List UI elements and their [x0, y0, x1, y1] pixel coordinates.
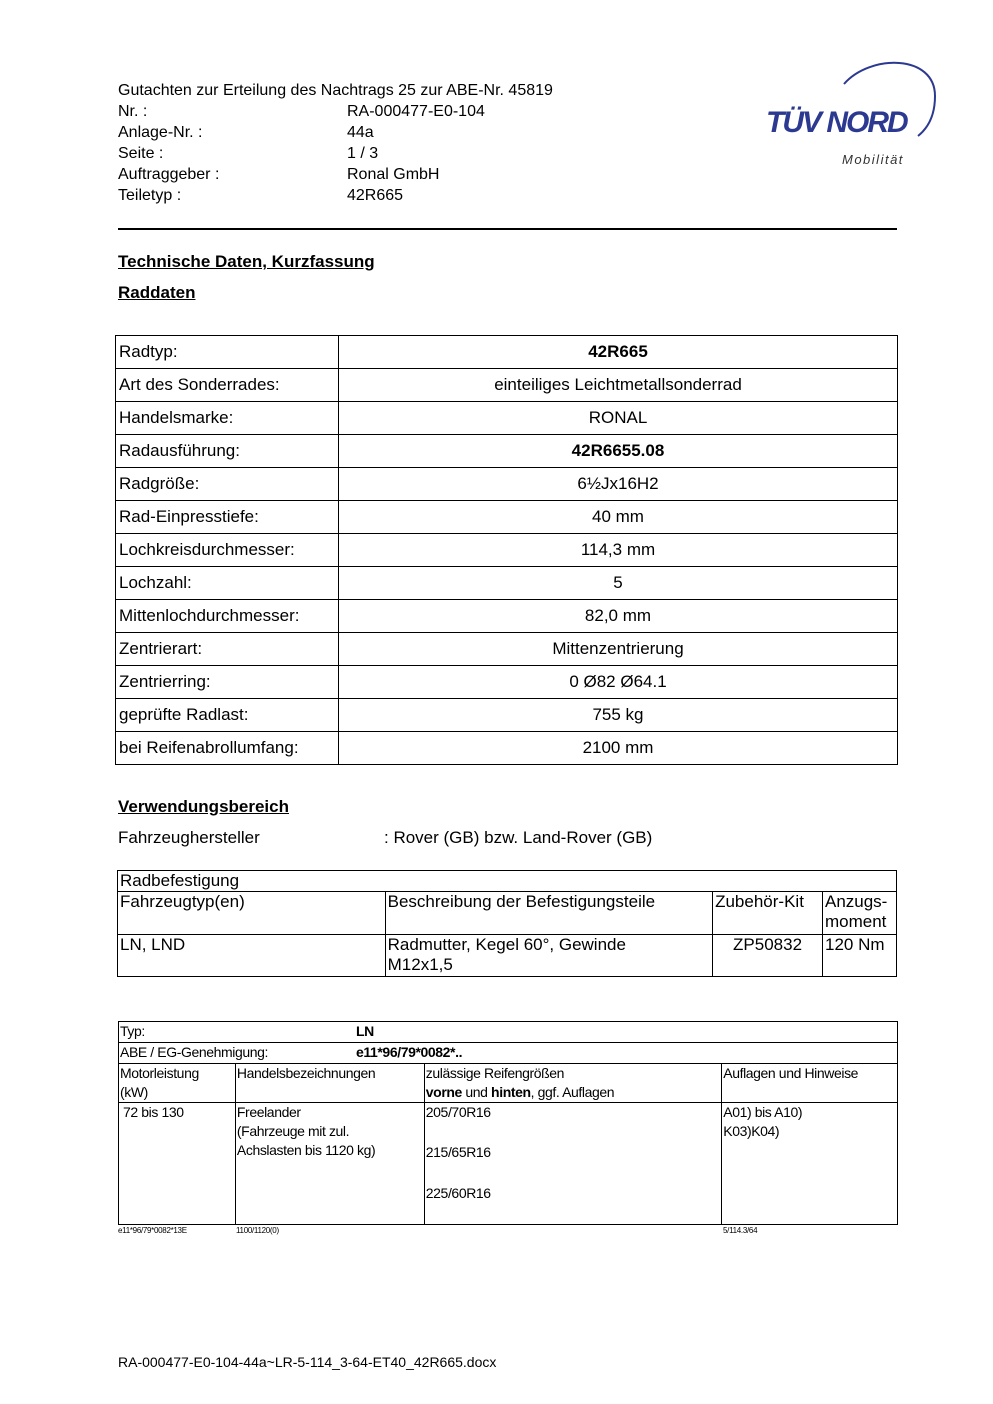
reifen-size: 215/65R16 [425, 1144, 491, 1160]
raddaten-row [116, 402, 898, 435]
section-tech: Technische Daten, Kurzfassung [118, 252, 375, 271]
raddaten-row [116, 468, 898, 501]
section-verwendung: Verwendungsbereich [118, 797, 289, 816]
cell-fahrzeugtyp: LN, LND [118, 935, 386, 977]
header-value: Ronal GmbH [347, 166, 440, 183]
auflagen-line: A01) bis A10) [723, 1104, 803, 1120]
logo-brand: TÜV NORD [766, 106, 907, 139]
handel-line: Freelander [236, 1104, 301, 1120]
header-motor-line2: (kW) [120, 1084, 148, 1100]
logo-tagline: Mobilität [842, 152, 904, 167]
cell-handelsbezeichnungen [235, 1103, 424, 1225]
code-abe: e11*96/79*0082*13E [118, 1226, 187, 1235]
typ-value: LN [356, 1023, 374, 1039]
raddaten-value: 42R6655.08 [339, 435, 898, 468]
auflagen-line: K03)K04) [723, 1123, 780, 1139]
header-key: Teiletyp : [118, 187, 182, 204]
cell-beschreibung-line1: Radmutter, Kegel 60°, Gewinde [387, 935, 626, 954]
handel-line: Achslasten bis 1120 kg) [236, 1142, 376, 1158]
header-row [118, 164, 439, 185]
header-value: RA-000477-E0-104 [347, 103, 485, 120]
raddaten-row [116, 567, 898, 600]
raddaten-row [116, 435, 898, 468]
header-key: Seite : [118, 145, 164, 162]
header-value: 44a [347, 124, 374, 141]
handel-line: (Fahrzeuge mit zul. [236, 1123, 350, 1139]
raddaten-label: Handelsmarke: [116, 402, 339, 435]
radbefestigung-table [117, 870, 897, 977]
raddaten-label: Rad-Einpresstiefe: [116, 501, 339, 534]
code-achslast: 1100/1120(0) [236, 1226, 279, 1235]
raddaten-value: 82,0 mm [339, 600, 898, 633]
header-handelsbezeichnungen: Handelsbezeichnungen [235, 1064, 424, 1103]
raddaten-label: Radausführung: [116, 435, 339, 468]
typ-row [119, 1022, 898, 1043]
raddaten-label: bei Reifenabrollumfang: [116, 732, 339, 765]
raddaten-value: 42R665 [339, 336, 898, 369]
header-row [118, 101, 485, 122]
raddaten-label: Radgröße: [116, 468, 339, 501]
raddaten-row [116, 534, 898, 567]
header-auflagen: Auflagen und Hinweise [722, 1064, 898, 1103]
raddaten-row [116, 699, 898, 732]
header-anzugsmoment [822, 892, 896, 935]
reifen-size: 205/70R16 [425, 1104, 491, 1120]
raddaten-row [116, 336, 898, 369]
cell-reifengroessen [424, 1103, 721, 1225]
raddaten-row [116, 501, 898, 534]
section-raddaten: Raddaten [118, 283, 196, 302]
header-row [118, 185, 403, 206]
header-anzugs: Anzugs- [824, 892, 888, 911]
raddaten-label: Zentrierart: [116, 633, 339, 666]
cell-beschreibung-line2: M12x1,5 [387, 955, 453, 974]
raddaten-value: 40 mm [339, 501, 898, 534]
raddaten-row [116, 633, 898, 666]
raddaten-value: 0 Ø82 Ø64.1 [339, 666, 898, 699]
cell-motorleistung: 72 bis 130 [119, 1103, 236, 1225]
cell-auflagen [722, 1103, 898, 1225]
header-key: Nr. : [118, 103, 148, 120]
fahrzeughersteller [118, 828, 653, 848]
raddaten-value: einteiliges Leichtmetallsonderrad [339, 369, 898, 402]
raddaten-label: Mittenlochdurchmesser: [116, 600, 339, 633]
header-reifen-line1: zulässige Reifengrößen [425, 1065, 565, 1081]
raddaten-value: 5 [339, 567, 898, 600]
raddaten-value: 114,3 mm [339, 534, 898, 567]
header-reifen-vorne: vorne [425, 1084, 462, 1100]
abe-row [119, 1043, 898, 1064]
raddaten-row [116, 666, 898, 699]
fahrzeughersteller-value: : Rover (GB) bzw. Land-Rover (GB) [384, 828, 653, 847]
raddaten-value: Mittenzentrierung [339, 633, 898, 666]
header-beschreibung: Beschreibung der Befestigungsteile [385, 892, 712, 935]
raddaten-value: RONAL [339, 402, 898, 435]
raddaten-label: Zentrierring: [116, 666, 339, 699]
header-reifengroessen [424, 1064, 721, 1103]
header-motor-line1: Motorleistung [120, 1065, 199, 1081]
header-zubehoer: Zubehör-Kit [713, 892, 823, 935]
header-row [118, 122, 374, 143]
header-reifen-hinten: hinten [491, 1084, 531, 1100]
raddaten-label: Radtyp: [116, 336, 339, 369]
header-key: Auftraggeber : [118, 166, 220, 183]
cell-beschreibung [385, 935, 712, 977]
cell-zubehoer: ZP50832 [713, 935, 823, 977]
raddaten-label: geprüfte Radlast: [116, 699, 339, 732]
raddaten-value: 2100 mm [339, 732, 898, 765]
header-moment: moment [824, 912, 887, 931]
header-row [118, 143, 378, 164]
abe-value: e11*96/79*0082*.. [356, 1044, 463, 1060]
cell-moment: 120 Nm [822, 935, 896, 977]
tuv-nord-logo [760, 56, 940, 171]
raddaten-label: Art des Sonderrades: [116, 369, 339, 402]
raddaten-row [116, 732, 898, 765]
header-value: 1 / 3 [347, 145, 379, 162]
raddaten-value: 6½Jx16H2 [339, 468, 898, 501]
abe-label: ABE / EG-Genehmigung: [120, 1044, 269, 1060]
raddaten-row [116, 600, 898, 633]
report-title: Gutachten zur Erteilung des Nachtrags 25 zur ABE-Nr. 45819 [118, 82, 553, 99]
header-fahrzeugtyp: Fahrzeugtyp(en) [118, 892, 386, 935]
radbefestigung-title: Radbefestigung [118, 871, 897, 892]
raddaten-label: Lochzahl: [116, 567, 339, 600]
header-reifen-und: und [461, 1084, 492, 1100]
fahrzeughersteller-label: Fahrzeughersteller [118, 828, 260, 847]
raddaten-table [115, 335, 898, 765]
header-motorleistung [119, 1064, 236, 1103]
raddaten-label: Lochkreisdurchmesser: [116, 534, 339, 567]
header-key: Anlage-Nr. : [118, 124, 203, 141]
code-lochkreis: 5/114.3/64 [723, 1226, 758, 1235]
typ-label: Typ: [120, 1023, 145, 1039]
header-value: 42R665 [347, 187, 404, 204]
footer-filename: RA-000477-E0-104-44a~LR-5-114_3-64-ET40_42R665.docx [118, 1354, 497, 1370]
raddaten-row [116, 369, 898, 402]
header-reifen-auflagen: , ggf. Auflagen [530, 1084, 615, 1100]
typ-table [118, 1021, 898, 1225]
raddaten-value: 755 kg [339, 699, 898, 732]
header-divider [118, 228, 897, 230]
reifen-size: 225/60R16 [425, 1185, 491, 1201]
